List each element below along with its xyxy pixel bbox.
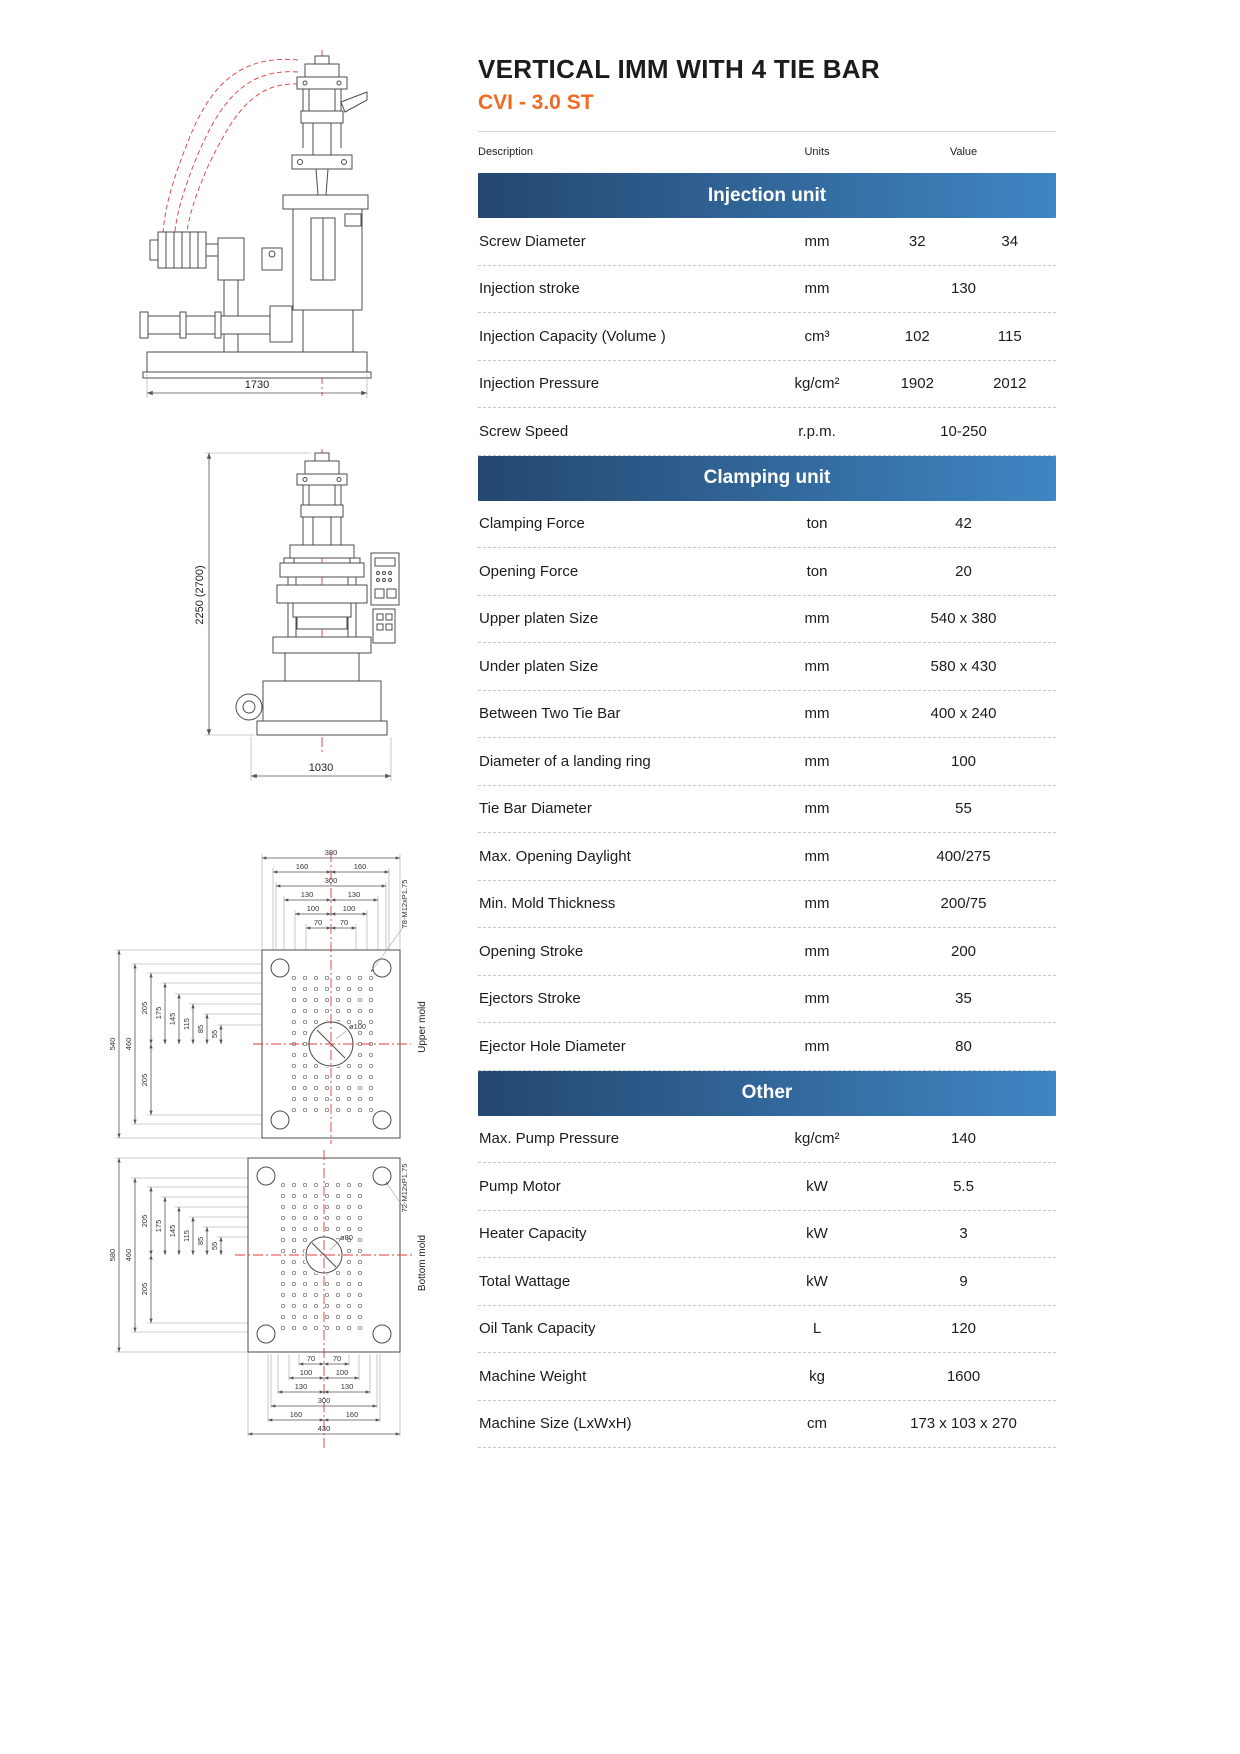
- spec-value: [871, 610, 1056, 627]
- spec-row: [478, 1353, 1056, 1401]
- spec-row: [478, 501, 1056, 549]
- spec-units: kW: [806, 1272, 828, 1290]
- machine-body: [143, 195, 371, 378]
- width-dimension: [251, 737, 391, 781]
- dim-label: 540: [108, 1037, 117, 1051]
- spec-value-text: 55: [955, 800, 972, 818]
- spec-row: [478, 266, 1056, 314]
- spec-description: Pump Motor: [479, 1177, 561, 1195]
- dim-label: 70: [339, 918, 349, 927]
- spec-row: [478, 1163, 1056, 1211]
- spec-value-text: 1600: [946, 1367, 981, 1385]
- dim-label: 205: [140, 1001, 149, 1015]
- spec-description: Diameter of a landing ring: [479, 752, 651, 770]
- spec-units: mm: [804, 705, 830, 723]
- spec-row: [478, 1401, 1056, 1449]
- column-header-description: Description: [478, 146, 534, 158]
- spec-value-text: 400 x 240: [930, 705, 997, 723]
- spec-value-text: 200/75: [940, 895, 987, 913]
- spec-row: [478, 1306, 1056, 1354]
- spec-row: [478, 881, 1056, 929]
- left-dimension-chain: [108, 950, 221, 1138]
- spec-value: [871, 705, 1056, 722]
- spec-value: [871, 563, 1056, 580]
- machine-base-front: [236, 653, 387, 735]
- hydraulic-hose-lines: [163, 59, 298, 248]
- side-view-drawing: [95, 48, 430, 403]
- spec-value-text: 80: [955, 1037, 972, 1055]
- spec-units: mm: [804, 800, 830, 818]
- dim-1030-label: 1030: [308, 762, 334, 774]
- spec-units: cm: [807, 1415, 827, 1433]
- spec-value: [871, 895, 1056, 912]
- spec-value-text: 10-250: [940, 422, 987, 440]
- spec-value: [871, 1225, 1056, 1242]
- column-header-value: Value: [949, 146, 978, 158]
- spec-description: Machine Size (LxWxH): [479, 1415, 632, 1433]
- spec-row: [478, 408, 1056, 456]
- bottom-mold-label: Bottom mold: [417, 1234, 428, 1292]
- spec-value: [871, 800, 1056, 817]
- bolt-spec-label: 78-M12xP1.75: [400, 879, 409, 929]
- dim-label: 100: [342, 904, 356, 913]
- spec-value-text: 100: [950, 752, 977, 770]
- spec-description: Machine Weight: [479, 1367, 587, 1385]
- spec-table-panel: [478, 50, 1056, 1448]
- spec-value: [871, 1415, 1056, 1432]
- dim-label: 70: [306, 1354, 316, 1363]
- spec-value: [871, 943, 1056, 960]
- spec-value: [871, 1368, 1056, 1385]
- spec-description: Opening Force: [479, 562, 579, 580]
- dim-label: 205: [140, 1073, 149, 1087]
- column-headers: [478, 132, 1056, 173]
- bolt-spec-label: 72-M12xP1.75: [400, 1163, 409, 1213]
- spec-description: Injection Pressure: [479, 375, 600, 393]
- spec-description: Oil Tank Capacity: [479, 1320, 596, 1338]
- spec-description: Under platen Size: [479, 657, 599, 675]
- clamping-unit-front: [273, 558, 371, 653]
- spec-units: mm: [804, 657, 830, 675]
- dim-label: 380: [324, 848, 338, 857]
- dim-label: 300: [317, 1396, 331, 1405]
- spec-value: [871, 1320, 1056, 1337]
- section-banner-clamping-unit: Clamping unit: [478, 456, 1056, 501]
- spec-value-text: 1902: [900, 375, 934, 393]
- spec-row: [478, 548, 1056, 596]
- spec-row: [478, 976, 1056, 1024]
- spec-value-text: 140: [950, 1130, 977, 1148]
- spec-value: [871, 233, 1056, 250]
- spec-row: [478, 928, 1056, 976]
- spec-value-text: 32: [908, 232, 926, 250]
- spec-value-text: 5.5: [953, 1177, 974, 1195]
- spec-description: Injection Capacity (Volume ): [479, 327, 666, 345]
- column-header-units: Units: [804, 146, 830, 158]
- spec-description: Heater Capacity: [479, 1225, 587, 1243]
- dim-label: 55: [210, 1029, 219, 1039]
- spec-value-text: 115: [997, 327, 1022, 345]
- dim-label: 430: [317, 1424, 331, 1433]
- spec-description: Total Wattage: [479, 1272, 571, 1290]
- spec-units: kW: [806, 1177, 828, 1195]
- spec-row: [478, 313, 1056, 361]
- spec-value: [871, 990, 1056, 1007]
- spec-row: [478, 1023, 1056, 1071]
- dim-label: 205: [140, 1214, 149, 1228]
- dim-label: 70: [332, 1354, 342, 1363]
- spec-description: Max. Pump Pressure: [479, 1130, 620, 1148]
- spec-row: [478, 643, 1056, 691]
- dim-label: 460: [124, 1248, 133, 1262]
- spec-units: kg/cm²: [794, 375, 840, 393]
- spec-description: Ejectors Stroke: [479, 990, 581, 1008]
- spec-value-text: 400/275: [936, 847, 991, 865]
- dim-label: 85: [196, 1024, 205, 1034]
- spec-value-text: 34: [1001, 232, 1019, 250]
- injection-unit: [292, 56, 367, 195]
- spec-value-text: 120: [950, 1320, 977, 1338]
- spec-value: [871, 280, 1056, 297]
- spec-value: [871, 423, 1056, 440]
- dim-label: 115: [182, 1230, 191, 1242]
- dim-label: 145: [168, 1012, 177, 1026]
- spec-row: [478, 1258, 1056, 1306]
- spec-units: cm³: [804, 327, 830, 345]
- front-view-drawing: [185, 445, 445, 810]
- dim-label: 130: [294, 1382, 308, 1391]
- spec-units: mm: [804, 990, 830, 1008]
- spec-value: [871, 848, 1056, 865]
- spec-units: mm: [804, 280, 830, 298]
- dim-label: 160: [289, 1410, 303, 1419]
- spec-value-text: 2012: [993, 375, 1027, 393]
- dim-label: 85: [196, 1236, 205, 1246]
- spec-units: kW: [806, 1225, 828, 1243]
- center-hole-label: ø100: [349, 1022, 367, 1031]
- spec-units: mm: [804, 942, 830, 960]
- spec-description: Screw Diameter: [479, 232, 586, 250]
- spec-units: mm: [804, 232, 830, 250]
- spec-units: mm: [804, 610, 830, 628]
- spec-row: [478, 596, 1056, 644]
- dim-label: 460: [124, 1037, 133, 1051]
- spec-units: mm: [804, 752, 830, 770]
- dim-label: 130: [340, 1382, 354, 1391]
- dim-label: 115: [182, 1018, 191, 1030]
- dim-label: 70: [313, 918, 323, 927]
- spec-value-text: 35: [955, 990, 972, 1008]
- spec-description: Screw Speed: [479, 422, 569, 440]
- dim-label: 300: [324, 876, 338, 885]
- spec-units: ton: [806, 562, 828, 580]
- spec-description: Between Two Tie Bar: [479, 705, 621, 723]
- model-number: CVI - 3.0 ST: [478, 91, 594, 114]
- spec-value-text: 20: [955, 562, 972, 580]
- barrel-assembly: [140, 306, 292, 342]
- spec-row: [478, 1211, 1056, 1259]
- dim-label: 205: [140, 1282, 149, 1296]
- center-hole-label: ø80: [340, 1233, 353, 1242]
- dim-height-label: 2250 (2700): [194, 565, 206, 625]
- spec-units: mm: [804, 1037, 830, 1055]
- spec-row: [478, 1116, 1056, 1164]
- spec-units: mm: [804, 895, 830, 913]
- spec-units: kg: [809, 1367, 825, 1385]
- spec-description: Max. Opening Daylight: [479, 847, 631, 865]
- dim-label: 100: [299, 1368, 313, 1377]
- spec-value-text: 3: [959, 1225, 968, 1243]
- spec-units: L: [812, 1320, 822, 1338]
- spec-value: [871, 1273, 1056, 1290]
- spec-value-text: 540 x 380: [930, 610, 997, 628]
- spec-value: [871, 515, 1056, 532]
- dim-label: 130: [300, 890, 314, 899]
- upper-mold-label: Upper mold: [417, 1001, 428, 1053]
- spec-row: [478, 361, 1056, 409]
- section-banner-injection-unit: Injection unit: [478, 173, 1056, 218]
- upper-mold-drawing: [103, 842, 438, 1147]
- control-panel: [371, 553, 399, 643]
- spec-description: Clamping Force: [479, 515, 585, 533]
- dim-label: 100: [306, 904, 320, 913]
- spec-value-text: 102: [904, 327, 930, 345]
- dim-label: 145: [168, 1224, 177, 1238]
- dim-label: 130: [347, 890, 361, 899]
- spec-value-text: 580 x 430: [930, 657, 997, 675]
- spec-description: Tie Bar Diameter: [479, 800, 592, 818]
- spec-value-text: 9: [959, 1272, 968, 1290]
- dim-label: 100: [335, 1368, 349, 1377]
- spec-row: [478, 218, 1056, 266]
- spec-description: Ejector Hole Diameter: [479, 1037, 626, 1055]
- spec-value: [871, 328, 1056, 345]
- spec-row: [478, 738, 1056, 786]
- dim-label: 160: [295, 862, 309, 871]
- spec-value: [871, 1178, 1056, 1195]
- dim-label: 55: [210, 1241, 219, 1251]
- spec-units: mm: [804, 847, 830, 865]
- spec-value: [871, 375, 1056, 392]
- injection-unit-front: [290, 453, 354, 558]
- spec-value: [871, 658, 1056, 675]
- spec-row: [478, 786, 1056, 834]
- spec-description: Min. Mold Thickness: [479, 895, 616, 913]
- spec-value-text: 130: [950, 280, 977, 298]
- spec-description: Opening Stroke: [479, 942, 584, 960]
- spec-units: r.p.m.: [798, 422, 836, 440]
- spec-row: [478, 833, 1056, 881]
- spec-value: [871, 1130, 1056, 1147]
- dim-label: 175: [154, 1219, 163, 1233]
- spec-value-text: 42: [955, 515, 972, 533]
- bottom-mold-drawing: [103, 1148, 438, 1468]
- section-banner-other: Other: [478, 1071, 1056, 1116]
- spec-value: [871, 1038, 1056, 1055]
- spec-units: kg/cm²: [794, 1130, 840, 1148]
- spec-units: ton: [806, 515, 828, 533]
- dim-label: 160: [345, 1410, 359, 1419]
- spec-value-text: 173 x 103 x 270: [910, 1415, 1017, 1433]
- spec-row: [478, 691, 1056, 739]
- spec-value-text: 200: [950, 942, 977, 960]
- dim-label: 175: [154, 1006, 163, 1020]
- spec-value: [871, 753, 1056, 770]
- dim-1730-label: 1730: [244, 379, 270, 391]
- spec-description: Injection stroke: [479, 280, 580, 298]
- spec-description: Upper platen Size: [479, 610, 599, 628]
- page-title: VERTICAL IMM WITH 4 TIE BAR: [478, 54, 880, 84]
- dim-label: 580: [108, 1248, 117, 1262]
- dim-label: 160: [353, 862, 367, 871]
